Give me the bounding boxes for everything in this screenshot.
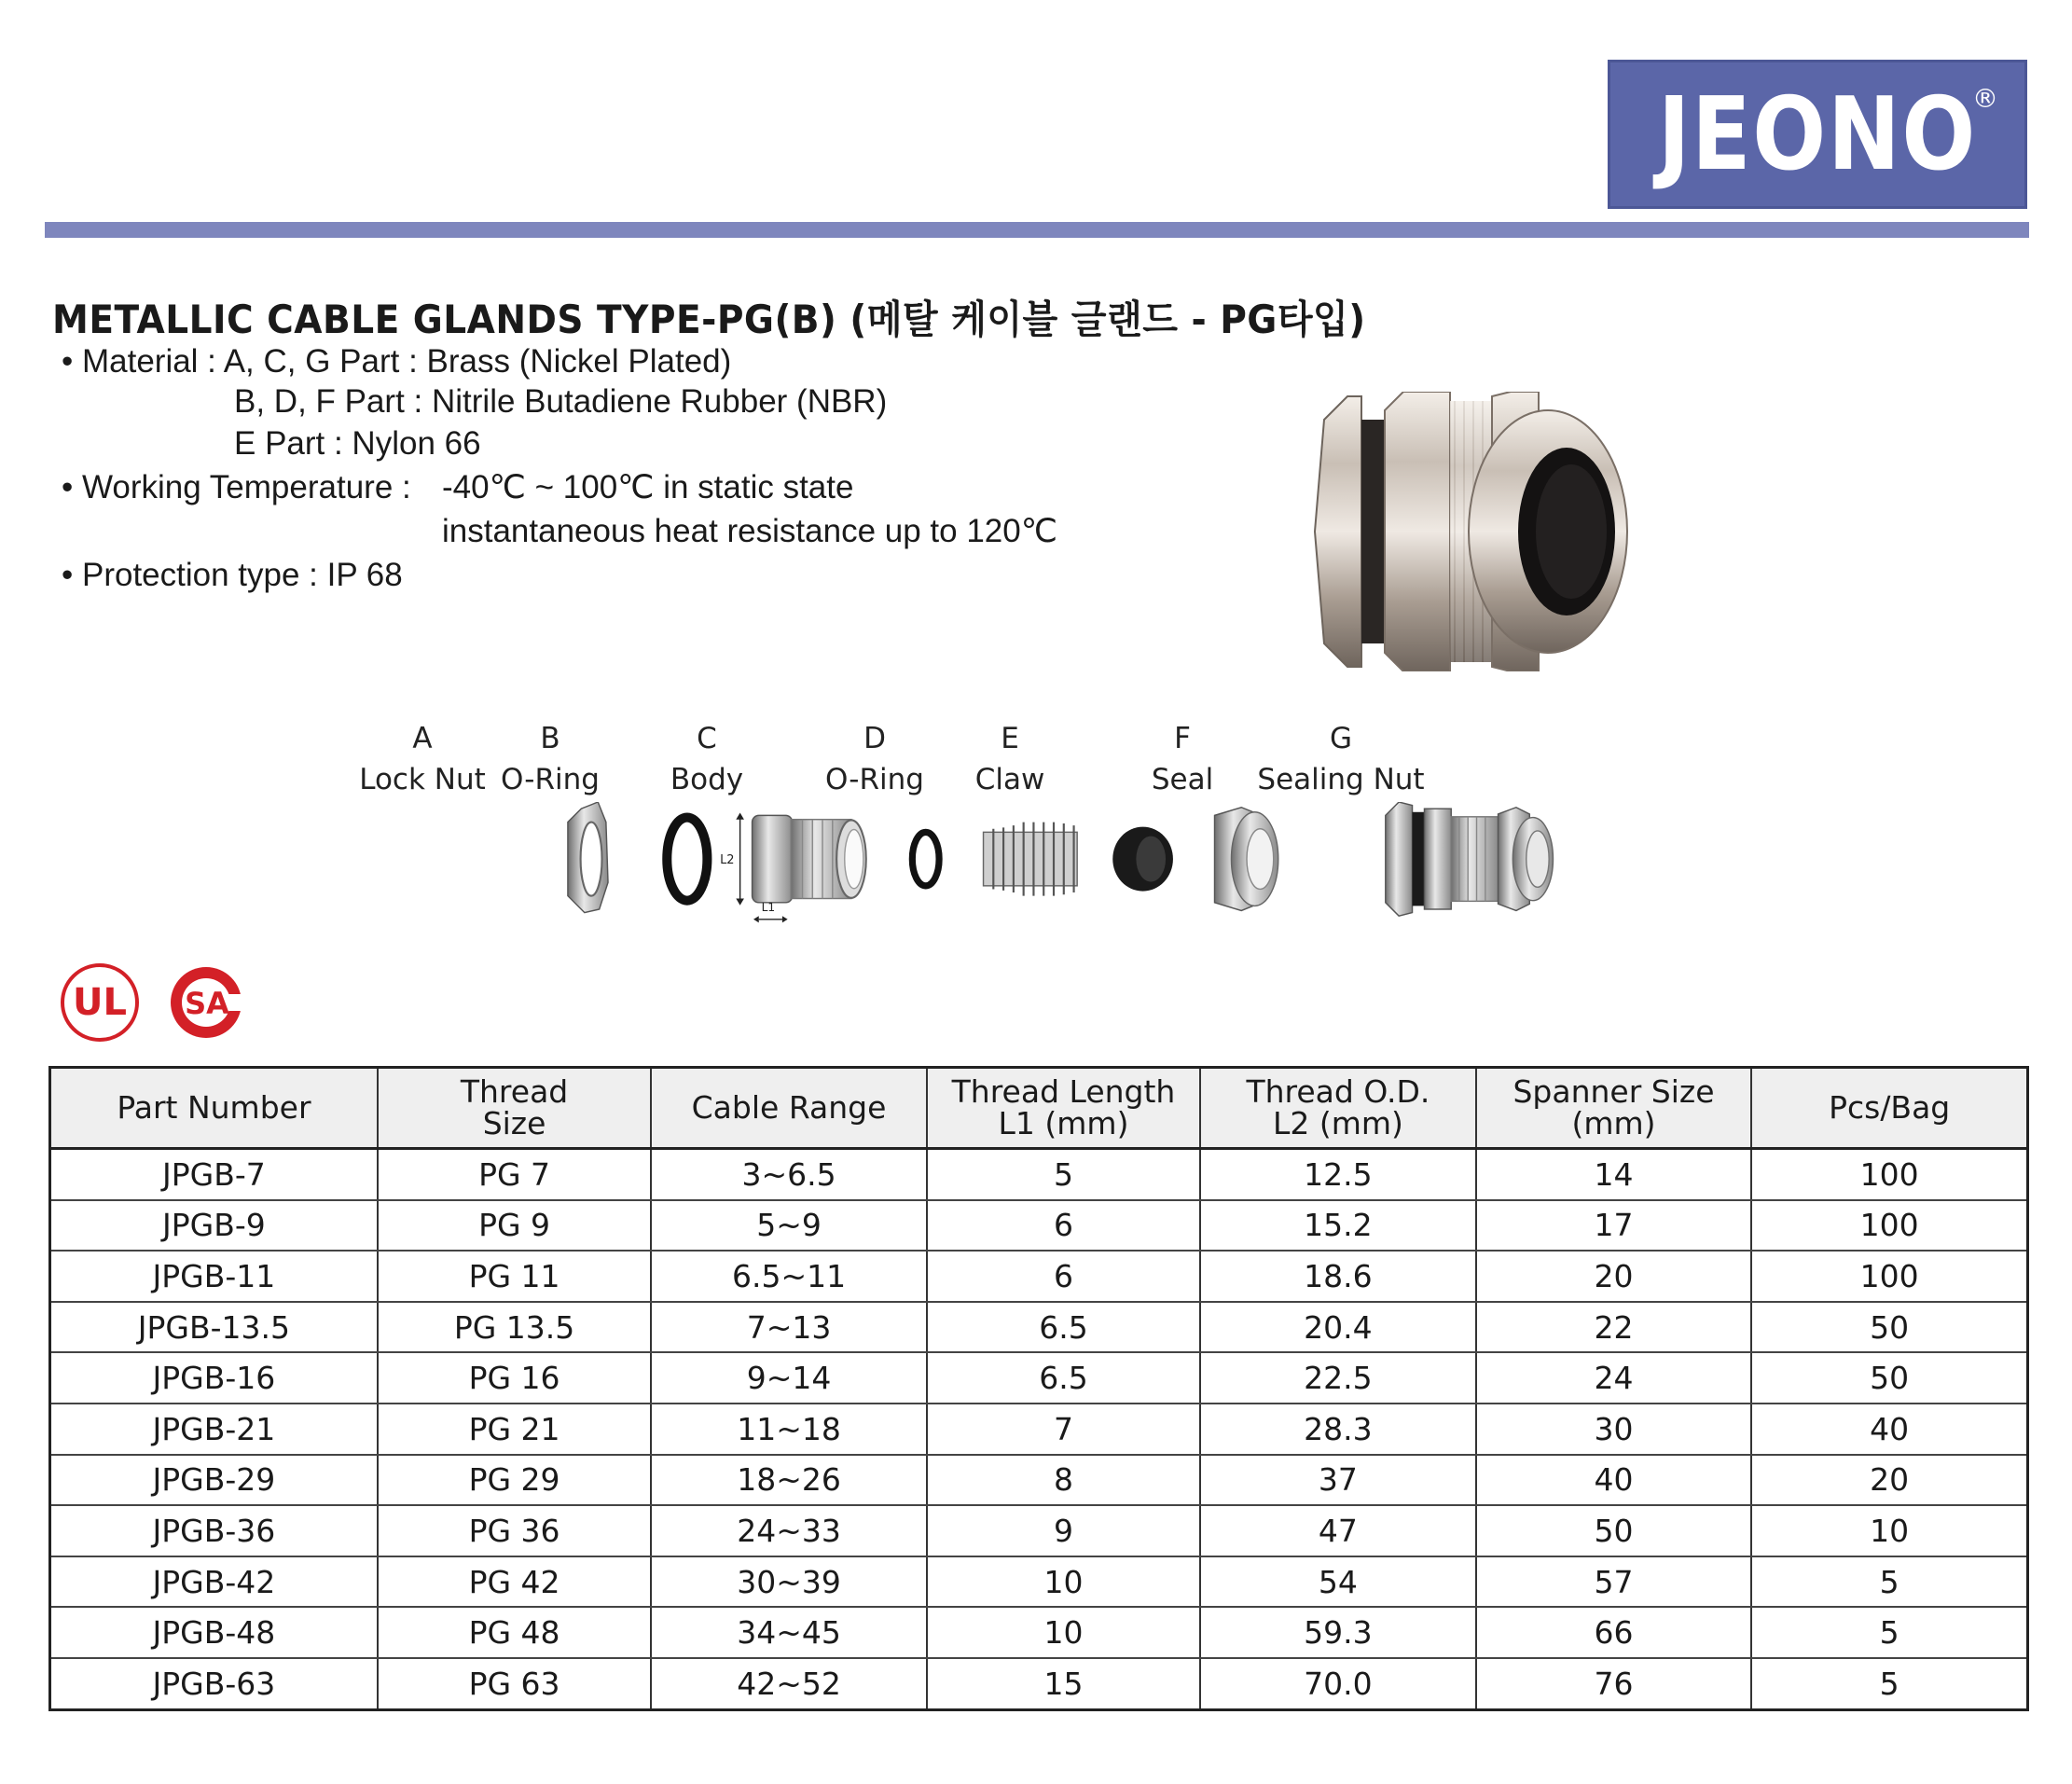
claw-part	[984, 823, 1078, 896]
cell-cable-range: 42~52	[651, 1658, 927, 1709]
material-line-2: B, D, F Part : Nitrile Butadiene Rubber (NBR)	[234, 383, 888, 420]
cell-spanner-size: 66	[1476, 1607, 1752, 1658]
part-label-c: C Body	[670, 722, 744, 796]
table-row	[50, 1149, 2028, 1200]
material-line-3: E Part : Nylon 66	[234, 425, 481, 462]
svg-text:L2: L2	[720, 853, 735, 868]
cell-thread-length: 6	[927, 1251, 1200, 1302]
header-part-number: Part Number	[50, 1068, 378, 1149]
cell-cable-range: 34~45	[651, 1607, 927, 1658]
temperature-line-1: -40℃ ~ 100℃ in static state	[442, 469, 854, 505]
cell-cable-range: 30~39	[651, 1556, 927, 1608]
ul-certification-icon	[58, 961, 142, 1044]
part-label-b: B O-Ring	[501, 722, 600, 796]
cell-cable-range: 5~9	[651, 1200, 927, 1252]
cell-pcs-bag: 10	[1751, 1505, 2027, 1556]
specifications-table	[48, 1066, 2029, 1711]
cell-thread-size: PG 9	[378, 1200, 651, 1252]
table-row	[50, 1251, 2028, 1302]
cell-thread-length: 6	[927, 1200, 1200, 1252]
cell-spanner-size: 30	[1476, 1404, 1752, 1455]
cell-part-number: JPGB-16	[50, 1352, 378, 1404]
part-label-f: F Seal	[1151, 722, 1214, 796]
table-row	[50, 1556, 2028, 1608]
header-thread-size: Thread Size	[378, 1068, 651, 1149]
svg-text:L1: L1	[761, 901, 776, 915]
cell-part-number: JPGB-36	[50, 1505, 378, 1556]
cell-thread-size: PG 21	[378, 1404, 651, 1455]
cell-cable-range: 18~26	[651, 1455, 927, 1506]
table-row	[50, 1404, 2028, 1455]
cell-part-number: JPGB-63	[50, 1658, 378, 1709]
table-row	[50, 1455, 2028, 1506]
header-spanner-size: Spanner Size (mm)	[1476, 1068, 1752, 1149]
sealing-nut-part	[1215, 808, 1278, 911]
cable-gland-photo	[1296, 392, 1641, 671]
cell-thread-size: PG 16	[378, 1352, 651, 1404]
cell-thread-length: 5	[927, 1149, 1200, 1200]
header-thread-length: Thread Length L1 (mm)	[927, 1068, 1200, 1149]
cell-thread-length: 15	[927, 1658, 1200, 1709]
header-pcs-bag: Pcs/Bag	[1751, 1068, 2027, 1149]
cell-thread-od: 37	[1200, 1455, 1475, 1506]
o-ring-small-part	[912, 832, 939, 886]
cell-thread-length: 7	[927, 1404, 1200, 1455]
cell-spanner-size: 40	[1476, 1455, 1752, 1506]
registered-mark: ®	[1972, 83, 1998, 114]
cell-part-number: JPGB-48	[50, 1607, 378, 1658]
header-rule	[45, 222, 2029, 238]
table-header-row	[50, 1068, 2028, 1149]
cell-thread-od: 70.0	[1200, 1658, 1475, 1709]
cell-thread-length: 9	[927, 1505, 1200, 1556]
cell-thread-size: PG 13.5	[378, 1302, 651, 1353]
cell-pcs-bag: 100	[1751, 1251, 2027, 1302]
header-thread-od: Thread O.D. L2 (mm)	[1200, 1068, 1475, 1149]
cell-spanner-size: 50	[1476, 1505, 1752, 1556]
cell-pcs-bag: 40	[1751, 1404, 2027, 1455]
cell-pcs-bag: 100	[1751, 1149, 2027, 1200]
cell-cable-range: 24~33	[651, 1505, 927, 1556]
body-part	[720, 813, 866, 923]
part-label-e: E Claw	[974, 722, 1045, 796]
cell-thread-od: 15.2	[1200, 1200, 1475, 1252]
temperature-label: • Working Temperature :	[62, 469, 411, 505]
cell-thread-size: PG 7	[378, 1149, 651, 1200]
cell-thread-od: 59.3	[1200, 1607, 1475, 1658]
svg-text:SA: SA	[185, 986, 229, 1021]
cell-thread-size: PG 29	[378, 1455, 651, 1506]
cell-part-number: JPGB-13.5	[50, 1302, 378, 1353]
cell-pcs-bag: 100	[1751, 1200, 2027, 1252]
table-row	[50, 1505, 2028, 1556]
cell-pcs-bag: 5	[1751, 1658, 2027, 1709]
part-label-g: G Sealing Nut	[1257, 722, 1425, 796]
table-row	[50, 1352, 2028, 1404]
cell-cable-range: 3~6.5	[651, 1149, 927, 1200]
cell-thread-od: 28.3	[1200, 1404, 1475, 1455]
cell-pcs-bag: 5	[1751, 1607, 2027, 1658]
o-ring-large-part	[667, 818, 707, 901]
exploded-parts-diagram	[345, 802, 1762, 1016]
cell-thread-size: PG 36	[378, 1505, 651, 1556]
cell-spanner-size: 22	[1476, 1302, 1752, 1353]
cell-spanner-size: 20	[1476, 1251, 1752, 1302]
table-row	[50, 1607, 2028, 1658]
cell-thread-length: 10	[927, 1556, 1200, 1608]
cell-part-number: JPGB-9	[50, 1200, 378, 1252]
lock-nut-part	[568, 802, 608, 913]
cell-cable-range: 9~14	[651, 1352, 927, 1404]
cell-part-number: JPGB-11	[50, 1251, 378, 1302]
cell-spanner-size: 24	[1476, 1352, 1752, 1404]
cell-spanner-size: 14	[1476, 1149, 1752, 1200]
brand-logo	[1608, 60, 2027, 209]
cell-spanner-size: 57	[1476, 1556, 1752, 1608]
cell-spanner-size: 76	[1476, 1658, 1752, 1709]
cell-thread-size: PG 42	[378, 1556, 651, 1608]
cell-thread-size: PG 63	[378, 1658, 651, 1709]
cell-thread-od: 18.6	[1200, 1251, 1475, 1302]
cell-spanner-size: 17	[1476, 1200, 1752, 1252]
material-line-1: • Material : A, C, G Part : Brass (Nickel Plated)	[62, 343, 732, 380]
cell-cable-range: 6.5~11	[651, 1251, 927, 1302]
cell-part-number: JPGB-42	[50, 1556, 378, 1608]
part-label-d: D O-Ring	[825, 722, 924, 796]
cell-pcs-bag: 20	[1751, 1455, 2027, 1506]
cell-thread-size: PG 48	[378, 1607, 651, 1658]
cell-thread-size: PG 11	[378, 1251, 651, 1302]
page-title: METALLIC CABLE GLANDS TYPE-PG(B) (메탈 케이블 글랜드 - PG타입)	[52, 297, 1366, 342]
cell-pcs-bag: 50	[1751, 1352, 2027, 1404]
table-row	[50, 1302, 2028, 1353]
cell-part-number: JPGB-29	[50, 1455, 378, 1506]
cell-thread-od: 12.5	[1200, 1149, 1475, 1200]
svg-text:UL: UL	[73, 981, 127, 1024]
table-row	[50, 1658, 2028, 1709]
part-label-a: A Lock Nut	[359, 722, 486, 796]
cell-thread-od: 20.4	[1200, 1302, 1475, 1353]
cell-thread-length: 6.5	[927, 1302, 1200, 1353]
assembled-gland	[1386, 802, 1554, 916]
cell-cable-range: 7~13	[651, 1302, 927, 1353]
brand-name: JEONO	[1657, 76, 1978, 193]
cell-part-number: JPGB-21	[50, 1404, 378, 1455]
header-cable-range: Cable Range	[651, 1068, 927, 1149]
cell-part-number: JPGB-7	[50, 1149, 378, 1200]
cell-thread-length: 8	[927, 1455, 1200, 1506]
table-row	[50, 1200, 2028, 1252]
temperature-line-2: instantaneous heat resistance up to 120℃	[442, 513, 1058, 549]
cell-thread-od: 47	[1200, 1505, 1475, 1556]
cell-cable-range: 11~18	[651, 1404, 927, 1455]
csa-certification-icon	[164, 961, 248, 1044]
seal-part	[1112, 827, 1173, 892]
cell-thread-length: 6.5	[927, 1352, 1200, 1404]
cell-pcs-bag: 5	[1751, 1556, 2027, 1608]
cell-thread-length: 10	[927, 1607, 1200, 1658]
cell-thread-od: 22.5	[1200, 1352, 1475, 1404]
cell-thread-od: 54	[1200, 1556, 1475, 1608]
protection-type: • Protection type : IP 68	[62, 557, 403, 593]
cell-pcs-bag: 50	[1751, 1302, 2027, 1353]
